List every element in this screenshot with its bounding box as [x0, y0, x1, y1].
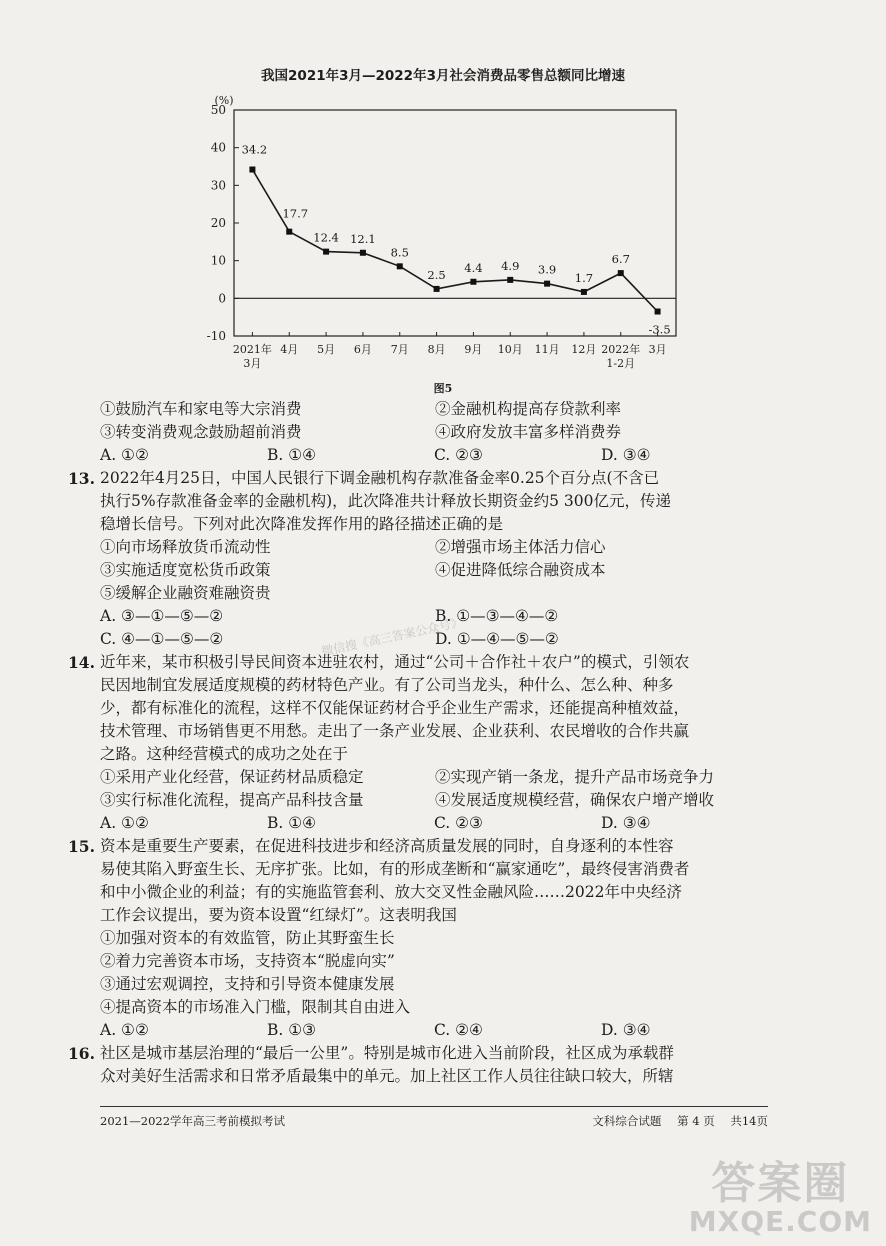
x-tick-label: 2022年: [601, 343, 641, 356]
option-item: ①鼓励汽车和家电等大宗消费: [100, 400, 302, 418]
option-item: ③转变消费观念鼓励超前消费: [100, 423, 302, 441]
x-tick-label: 5月: [317, 343, 336, 356]
question-16: [68, 1042, 790, 1088]
option-item: ③实行标准化流程，提高产品科技含量: [100, 791, 364, 809]
data-point: [286, 229, 292, 235]
question-text-line: 稳增长信号。下列对此次降准发挥作用的路径描述正确的是: [100, 515, 504, 533]
option-item: ②金融机构提高存贷款利率: [435, 400, 622, 418]
option-item: ③通过宏观调控，支持和引导资本健康发展: [100, 975, 395, 993]
choice-b[interactable]: B. ①④: [267, 814, 317, 832]
plot-frame: [234, 110, 676, 336]
option-item: ①加强对资本的有效监管，防止其野蛮生长: [100, 929, 395, 947]
question-text-line: 社区是城市基层治理的“最后一公里”。特别是城市化进入当前阶段，社区成为承载群: [100, 1044, 674, 1062]
option-item: ③实施适度宽松货币政策: [100, 561, 271, 579]
question-15: [68, 835, 790, 1042]
question-text-line: 工作会议提出，要为资本设置“红绿灯”。这表明我国: [100, 906, 457, 924]
data-label: 8.5: [390, 245, 409, 260]
footer-exam-name: 2021—2022学年高三考前模拟考试: [100, 1114, 286, 1128]
question-text-line: 资本是重要生产要素，在促进科技进步和经济高质量发展的同时，自身逐利的本性容: [100, 837, 674, 855]
options-row: [100, 421, 790, 444]
data-label: 4.4: [464, 260, 483, 275]
options-row: [100, 398, 790, 421]
data-label: 1.7: [574, 270, 594, 285]
data-label: 3.9: [537, 262, 557, 277]
question-text-line: 之路。这种经营模式的成功之处在于: [100, 745, 349, 763]
choice-d[interactable]: D. ③④: [601, 814, 651, 832]
choice-c[interactable]: C. ②③: [434, 814, 483, 832]
question-text-line: 和中小微企业的利益；有的实施监管套利、放大交叉性金融风险……2022年中央经济: [100, 883, 682, 901]
choices-row: [100, 812, 790, 835]
x-tick-label: 3月: [243, 357, 262, 370]
choice-a[interactable]: A. ①②: [100, 1021, 149, 1039]
question-number: 16.: [68, 1044, 95, 1063]
choice-a[interactable]: A. ①②: [100, 814, 149, 832]
y-tick-label: 50: [210, 103, 226, 117]
question-text-line: 2022年4月25日，中国人民银行下调金融机构存款准备金率0.25个百分点(不含已: [100, 469, 660, 487]
option-item: ②着力完善资本市场，支持资本“脱虚向实”: [100, 952, 395, 970]
y-tick-label: 0: [218, 291, 226, 306]
y-tick-label: 30: [210, 178, 226, 193]
question-text-line: 近年来，某市积极引导民间资本进驻农村，通过“公司＋合作社＋农户”的模式，引领农: [100, 653, 690, 671]
option-item: ①采用产业化经营，保证药材品质稳定: [100, 768, 364, 786]
data-point: [655, 309, 661, 315]
choice-d[interactable]: D. ③④: [601, 446, 651, 464]
question-text-line: 少，都有标准化的流程，这样不仅能保证药材合乎企业生产需求，还能提高种植效益，: [100, 699, 690, 717]
question-12: [100, 398, 790, 467]
question-text-line: 众对美好生活需求和日常矛盾最集中的单元。加上社区工作人员往往缺口较大，所辖: [100, 1067, 674, 1085]
choice-b[interactable]: B. ①—③—④—②: [435, 607, 559, 625]
data-point: [618, 270, 624, 276]
data-label: -3.5: [648, 322, 671, 337]
choices-row: [100, 1019, 790, 1042]
question-text-line: 技术管理、市场销售更不用愁。走出了一条产业发展、企业获利、农民增收的合作共赢: [100, 722, 690, 740]
question-text-line: 执行5%存款准备金率的金融机构)，此次降准共计释放长期资金约5 300亿元，传递: [100, 492, 672, 510]
option-item: ②实现产销一条龙，提升产品市场竞争力: [435, 768, 715, 786]
y-tick-label: 40: [210, 140, 226, 155]
choice-a[interactable]: A. ①②: [100, 446, 149, 464]
question-area: [68, 398, 790, 1088]
x-tick-label: 6月: [353, 343, 372, 356]
data-label: 12.1: [350, 231, 376, 246]
options-row: [100, 536, 790, 559]
logo-url: MXQE.COM: [688, 1205, 872, 1238]
data-point: [581, 289, 587, 295]
data-point: [249, 167, 255, 173]
data-point: [360, 250, 366, 256]
choices-row: [100, 444, 790, 467]
y-axis-unit-label: (%): [214, 94, 234, 107]
x-tick-label: 7月: [390, 343, 409, 356]
x-tick-label: 12月: [571, 343, 597, 356]
data-point: [397, 263, 403, 269]
data-label: 6.7: [611, 252, 630, 267]
data-point: [323, 249, 329, 255]
site-logo: [689, 1147, 872, 1238]
x-tick-label: 2021年: [232, 343, 272, 356]
option-item: ④政府发放丰富多样消费券: [435, 423, 622, 441]
x-tick-label: 4月: [280, 343, 299, 356]
data-point: [434, 286, 440, 292]
options-row: [100, 559, 790, 582]
data-point: [507, 277, 513, 283]
choice-c[interactable]: C. ②④: [434, 1021, 483, 1039]
question-number: 13.: [68, 469, 95, 488]
x-tick-label: 3月: [648, 343, 667, 356]
question-text-line: 易使其陷入野蛮生长、无序扩张。比如，有的形成垄断和“赢家通吃”，最终侵害消费者: [100, 860, 690, 878]
footer-subject: 文科综合试题: [592, 1114, 662, 1128]
x-tick-label: 8月: [427, 343, 446, 356]
options-row: [100, 582, 790, 605]
option-item: ④提高资本的市场准入门槛，限制其自由进入: [100, 998, 411, 1016]
choice-b[interactable]: B. ①③: [267, 1021, 317, 1039]
option-item: ①向市场释放货币流动性: [100, 538, 271, 556]
question-number: 14.: [68, 653, 95, 672]
line-chart: [200, 82, 700, 382]
logo-text: 答案圈: [711, 1158, 850, 1209]
choice-a[interactable]: A. ③—①—⑤—②: [100, 607, 224, 625]
choice-c[interactable]: C. ②③: [434, 446, 483, 464]
choice-d[interactable]: D. ③④: [601, 1021, 651, 1039]
figure-caption: 图5: [433, 382, 453, 395]
data-point: [544, 281, 550, 287]
options-row: [100, 766, 790, 789]
x-tick-label: 10月: [497, 343, 523, 356]
option-item: ④发展适度规模经营，确保农户增产增收: [435, 791, 715, 809]
data-label: 12.4: [313, 230, 339, 245]
data-label: 17.7: [282, 206, 309, 221]
question-number: 15.: [68, 837, 95, 856]
choice-b[interactable]: B. ①④: [267, 446, 317, 464]
data-label: 4.9: [501, 258, 520, 273]
y-tick-label: -10: [206, 329, 226, 343]
watermark: 微信搜《高三答案公众号》: [320, 615, 465, 659]
options-row: [100, 789, 790, 812]
chart-title: 我国2021年3月—2022年3月社会消费品零售总额同比增速: [261, 68, 625, 84]
footer-total: 共14页: [730, 1114, 768, 1128]
x-tick-label: 9月: [464, 343, 483, 356]
x-tick-label: 1-2月: [606, 357, 636, 370]
x-tick-label: 11月: [534, 343, 560, 356]
choice-c[interactable]: C. ④—①—⑤—②: [100, 630, 224, 648]
footer-page: 第 4 页: [677, 1114, 715, 1128]
option-item: ②增强市场主体活力信心: [435, 538, 606, 556]
question-text-line: 民因地制宜发展适度规模的药材特色产业。有了公司当龙头，种什么、怎么种、种多: [100, 676, 674, 694]
option-item: ④促进降低综合融资成本: [435, 561, 606, 579]
choice-d[interactable]: D. ①—④—⑤—②: [435, 630, 559, 648]
data-label: 2.5: [427, 267, 446, 282]
page-footer: [100, 1106, 768, 1129]
data-point: [470, 279, 476, 285]
y-tick-label: 20: [210, 216, 226, 230]
data-label: 34.2: [241, 142, 268, 157]
y-tick-label: 10: [210, 253, 226, 268]
option-item: ⑤缓解企业融资难融资贵: [100, 584, 271, 602]
question-14: [68, 651, 790, 835]
footer-right: [580, 1113, 768, 1129]
